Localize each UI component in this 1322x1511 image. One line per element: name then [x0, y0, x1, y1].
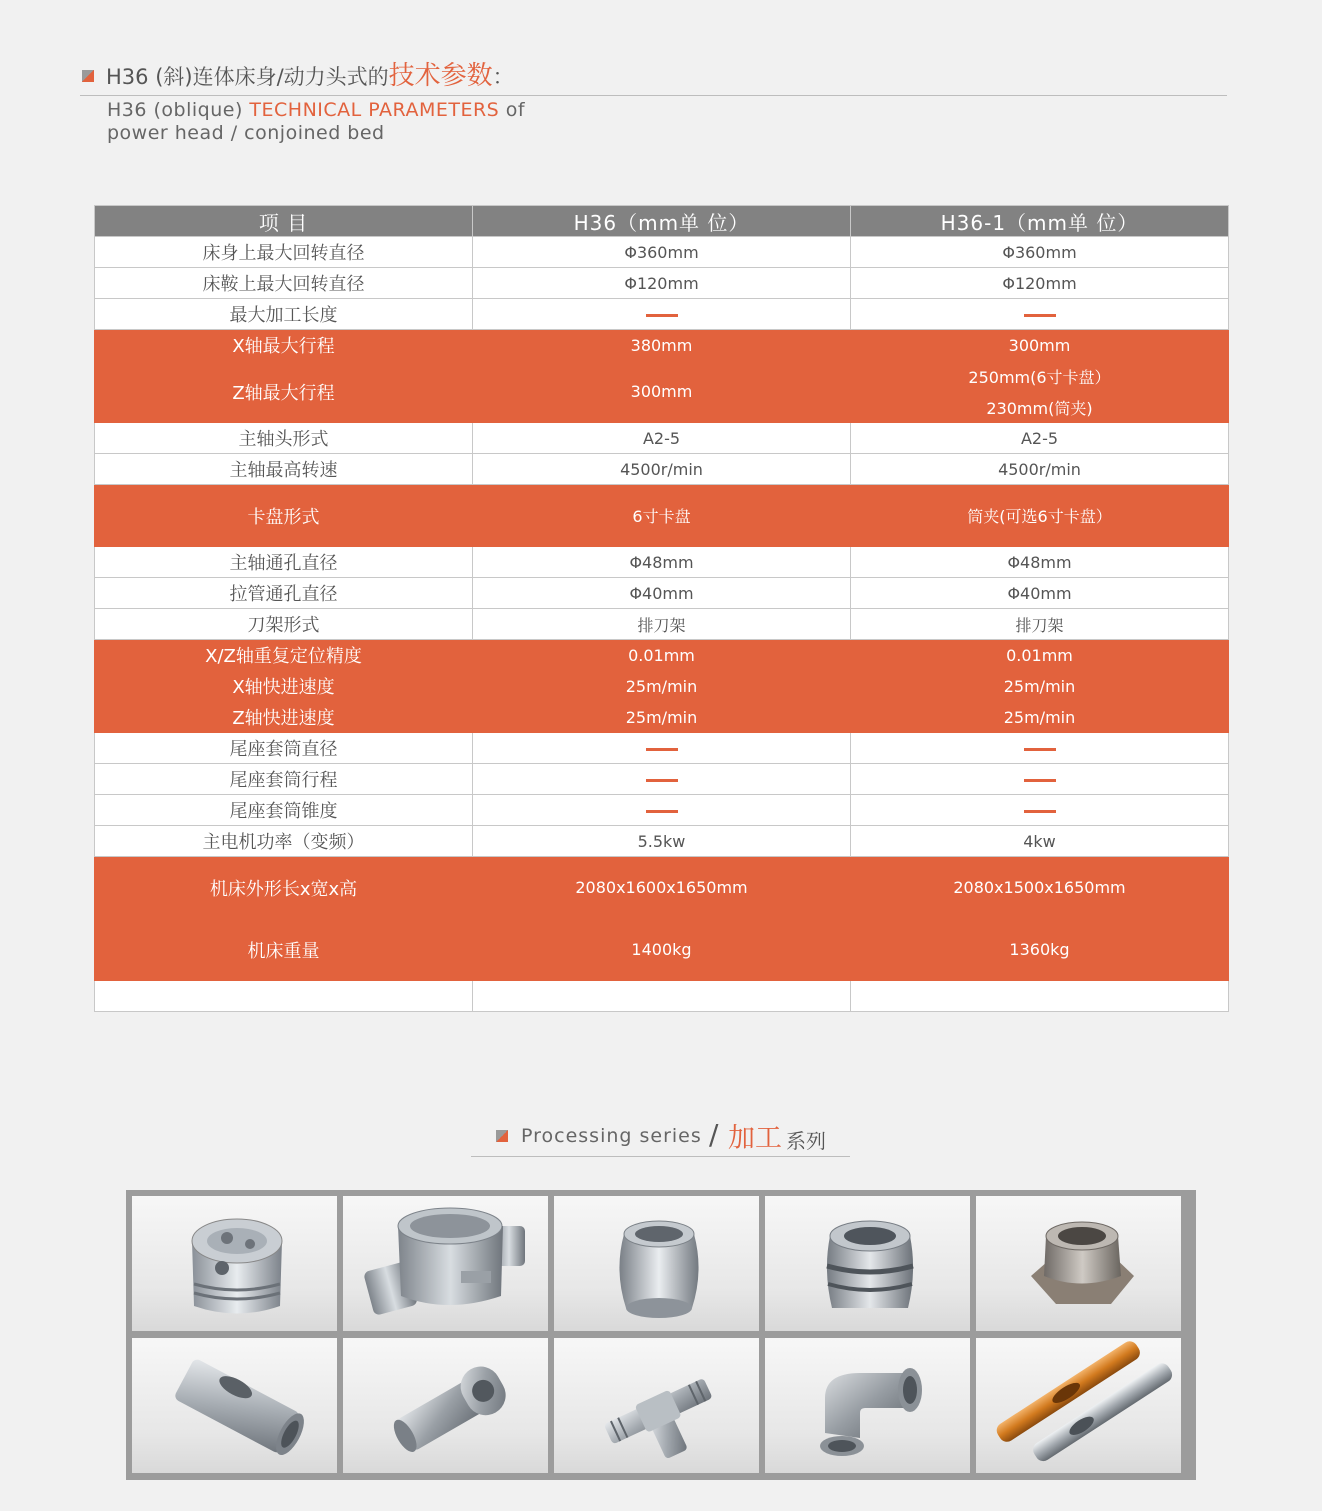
value-h36: A2-5 [473, 423, 851, 454]
row-label: 卡盘形式 [95, 485, 473, 547]
row-label: 拉管通孔直径 [95, 578, 473, 609]
table-header-row [95, 206, 1229, 237]
title-divider [80, 95, 1227, 96]
tube-parts-icon [976, 1338, 1181, 1473]
table-row [95, 547, 1229, 578]
parts-gallery [126, 1190, 1196, 1480]
row-label: 尾座套筒锥度 [95, 795, 473, 826]
table-row [95, 423, 1229, 454]
title-highlight: 技术参数 [388, 61, 493, 91]
dash-icon [646, 314, 678, 317]
row-label: 最大加工长度 [95, 299, 473, 330]
row-label: 机床重量 [95, 919, 473, 981]
clevis-eye-part-icon [343, 1338, 548, 1473]
value-h36 [473, 299, 851, 330]
table-row-empty [95, 981, 1229, 1012]
grooved-bushing-part [765, 1196, 970, 1331]
table-row [95, 671, 1229, 702]
page-title: H36 (斜)连体床身/动力头式的技术参数： [106, 61, 514, 91]
dash-icon [646, 748, 678, 751]
row-label: 主轴头形式 [95, 423, 473, 454]
processing-header [471, 1116, 850, 1157]
conical-sleeve-part [554, 1196, 759, 1331]
row-label: X轴最大行程 [95, 330, 473, 361]
dash-icon [646, 779, 678, 782]
processing-separator: / [709, 1118, 719, 1151]
value-h36: Φ48mm [473, 547, 851, 578]
table-row [95, 299, 1229, 330]
dash-icon [1024, 810, 1056, 813]
value-h36: 6寸卡盘 [473, 485, 851, 547]
value-h36: Φ120mm [473, 268, 851, 299]
value-h36 [473, 795, 851, 826]
value-h36-1: 4kw [851, 826, 1229, 857]
row-label: Z轴快进速度 [95, 702, 473, 733]
row-label: 机床外形长x宽x高 [95, 857, 473, 919]
spec-table [94, 205, 1229, 1012]
value-h36-1: 300mm [851, 330, 1229, 361]
value-h36-1: 25m/min [851, 671, 1229, 702]
subtitle-highlight: TECHNICAL PARAMETERS [249, 99, 500, 121]
value-h36-1: 25m/min [851, 702, 1229, 733]
row-label: 主轴最高转速 [95, 454, 473, 485]
tee-fitting-part-icon [554, 1338, 759, 1473]
value-h36: 25m/min [473, 671, 851, 702]
header-item: 项 目 [95, 206, 473, 237]
value-h36-1: A2-5 [851, 423, 1229, 454]
table-row [95, 702, 1229, 733]
value-h36-1: Φ120mm [851, 268, 1229, 299]
elbow-fitting-part-icon [765, 1338, 970, 1473]
row-label: 主轴通孔直径 [95, 547, 473, 578]
row-label: 主电机功率（变频） [95, 826, 473, 857]
value-h36-1: 4500r/min [851, 454, 1229, 485]
elbow-fitting-part [765, 1338, 970, 1473]
valve-body-part-icon [343, 1196, 548, 1331]
row-label: 尾座套筒行程 [95, 764, 473, 795]
value-h36-1 [851, 299, 1229, 330]
processing-title-cn: 系列 [786, 1129, 826, 1153]
clevis-eye-part [343, 1338, 548, 1473]
processing-title-highlight: 加工 [728, 1123, 782, 1154]
tube-parts [976, 1338, 1181, 1473]
row-label: 刀架形式 [95, 609, 473, 640]
row-label: X轴快进速度 [95, 671, 473, 702]
row-label: 床身上最大回转直径 [95, 237, 473, 268]
value-h36: 380mm [473, 330, 851, 361]
tee-block-part-icon [132, 1338, 337, 1473]
value-h36: 300mm [473, 361, 851, 423]
table-row [95, 919, 1229, 981]
table-row [95, 330, 1229, 361]
table-row [95, 764, 1229, 795]
header-h36: H36（mm单 位） [473, 206, 851, 237]
table-row [95, 826, 1229, 857]
piston-part-icon [132, 1196, 337, 1331]
value-h36-1: 排刀架 [851, 609, 1229, 640]
value-h36-1: 1360kg [851, 919, 1229, 981]
page-subtitle: H36 (oblique) TECHNICAL PARAMETERS of power head / conjoined bed [107, 99, 526, 144]
value-h36-1: 筒夹(可选6寸卡盘） [851, 485, 1229, 547]
hex-flange-nut-part-icon [976, 1196, 1181, 1331]
row-label: 尾座套筒直径 [95, 733, 473, 764]
dash-icon [1024, 314, 1056, 317]
row-label: 床鞍上最大回转直径 [95, 268, 473, 299]
row-label: X/Z轴重复定位精度 [95, 640, 473, 671]
value-h36-1: 2080x1500x1650mm [851, 857, 1229, 919]
value-h36: Φ40mm [473, 578, 851, 609]
value-h36: 0.01mm [473, 640, 851, 671]
value-h36-1 [851, 733, 1229, 764]
row-label: Z轴最大行程 [95, 361, 473, 423]
table-row [95, 640, 1229, 671]
value-h36-1 [851, 795, 1229, 826]
table-row [95, 609, 1229, 640]
value-h36-1 [851, 764, 1229, 795]
value-h36-1: Φ40mm [851, 578, 1229, 609]
value-h36: 4500r/min [473, 454, 851, 485]
grooved-bushing-part-icon [765, 1196, 970, 1331]
table-row [95, 857, 1229, 919]
value-h36 [473, 764, 851, 795]
table-row [95, 237, 1229, 268]
value-h36-1: Φ48mm [851, 547, 1229, 578]
table-row [95, 733, 1229, 764]
value-h36-1: Φ360mm [851, 237, 1229, 268]
value-h36-1: 0.01mm [851, 640, 1229, 671]
table-row [95, 454, 1229, 485]
value-h36: 5.5kw [473, 826, 851, 857]
value-h36: 2080x1600x1650mm [473, 857, 851, 919]
table-row [95, 485, 1229, 547]
value-h36: 1400kg [473, 919, 851, 981]
dash-icon [646, 810, 678, 813]
value-h36: 排刀架 [473, 609, 851, 640]
tee-fitting-part [554, 1338, 759, 1473]
value-h36: Φ360mm [473, 237, 851, 268]
value-h36: 25m/min [473, 702, 851, 733]
table-row [95, 361, 1229, 392]
value-h36-1: 250mm(6寸卡盘） [851, 361, 1229, 392]
section-marker-icon [496, 1130, 508, 1142]
value-h36-1: 230mm(筒夹) [851, 392, 1229, 423]
tee-block-part [132, 1338, 337, 1473]
dash-icon [1024, 779, 1056, 782]
table-row [95, 268, 1229, 299]
hex-flange-nut-part [976, 1196, 1181, 1331]
processing-title-en: Processing series [521, 1125, 702, 1147]
conical-sleeve-part-icon [554, 1196, 759, 1331]
table-row [95, 795, 1229, 826]
piston-part [132, 1196, 337, 1331]
table-row [95, 578, 1229, 609]
value-h36 [473, 733, 851, 764]
valve-body-part [343, 1196, 548, 1331]
dash-icon [1024, 748, 1056, 751]
header-h36-1: H36-1（mm单 位） [851, 206, 1229, 237]
title-marker-icon [82, 70, 94, 82]
